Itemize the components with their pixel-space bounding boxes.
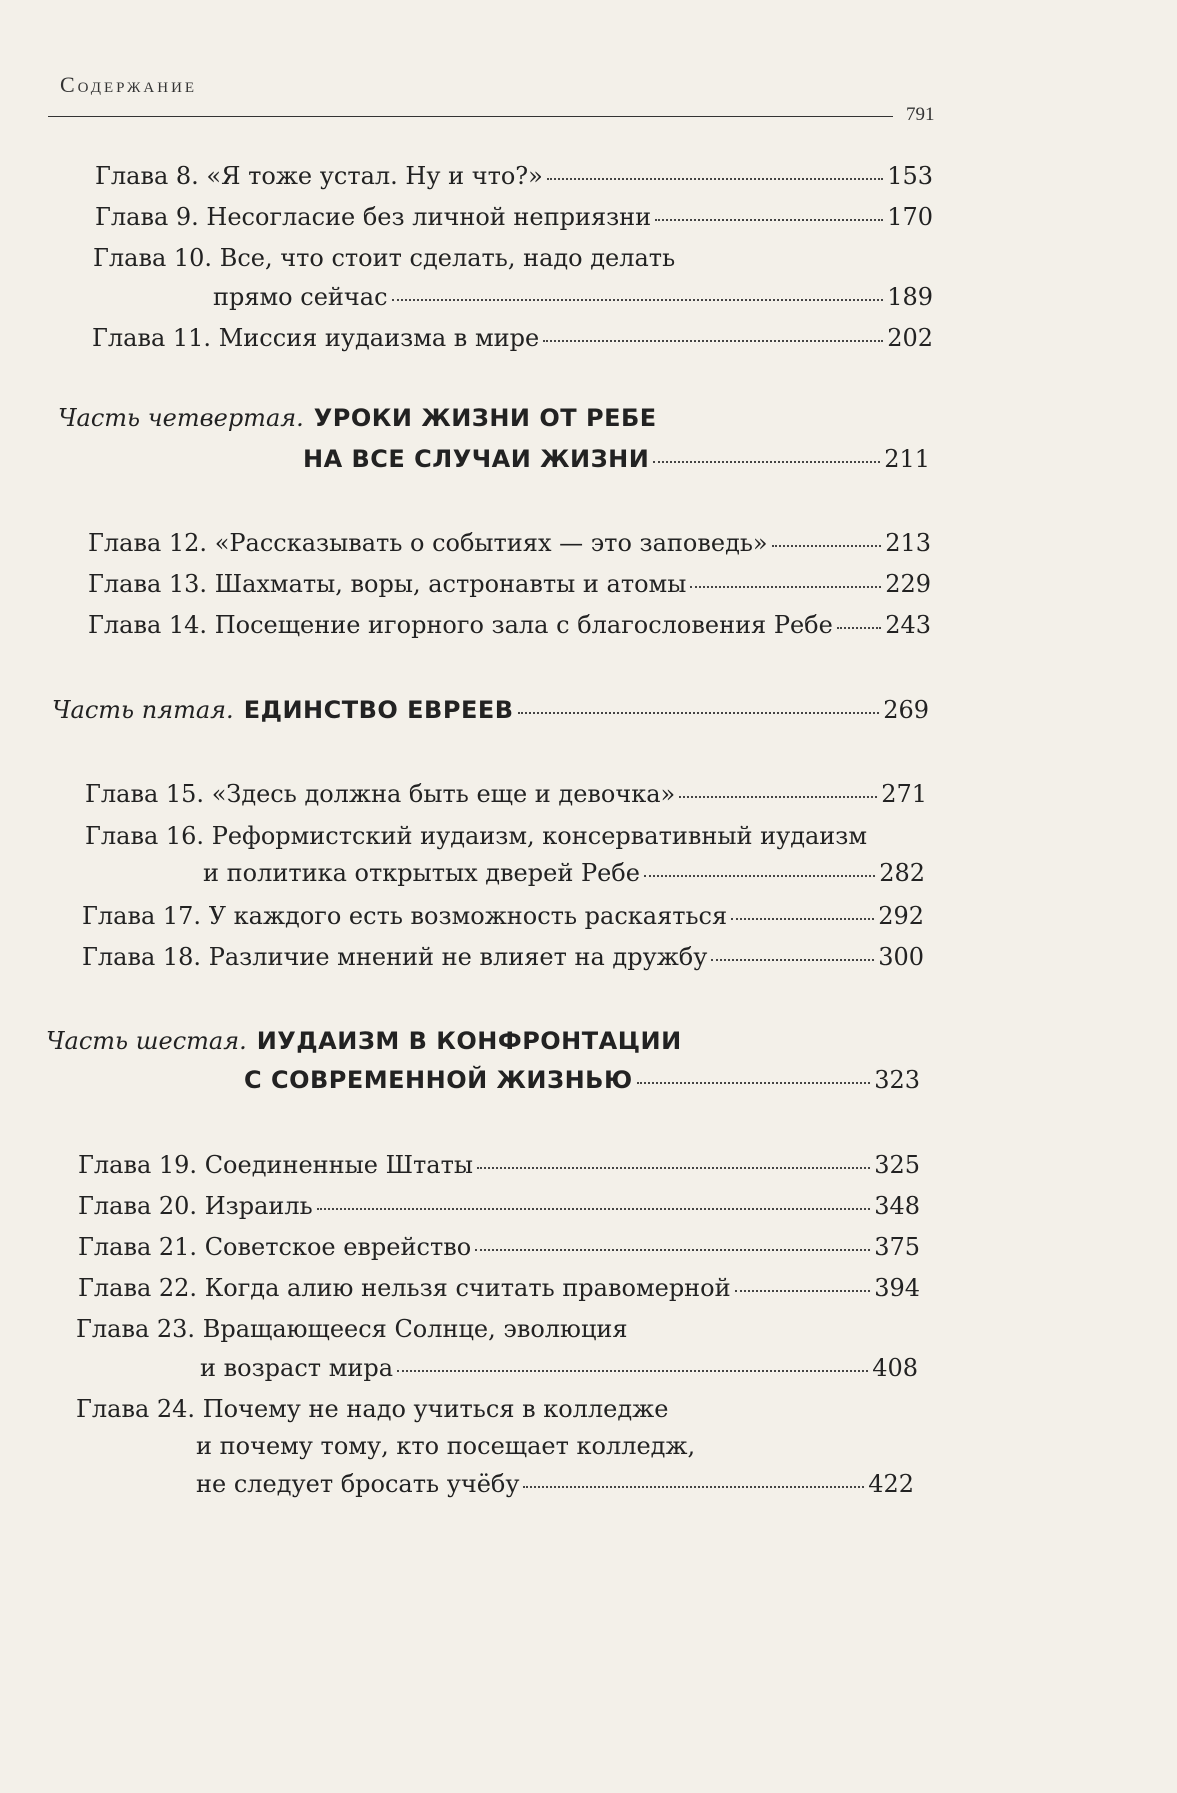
dot-leader [477,1166,870,1169]
chapter-title: Глава 20. Израиль [78,1192,313,1220]
part-page-number: 211 [884,445,930,473]
dot-leader [547,177,883,180]
toc-entry-chapter-11[interactable] [92,322,933,354]
part-page-number: 269 [883,696,929,724]
toc-part-6-line-2[interactable] [244,1064,920,1096]
toc-entry-chapter-20[interactable] [78,1190,920,1222]
chapter-page-number: 422 [868,1470,914,1498]
chapter-page-number: 229 [885,570,931,598]
toc-entry-chapter-13[interactable] [88,568,931,600]
dot-leader [397,1369,868,1372]
toc-entry-chapter-19[interactable] [78,1149,920,1181]
chapter-title: Глава 10. Все, что стоит сделать, надо делать [93,244,676,272]
dot-leader [543,339,883,342]
chapter-page-number: 170 [887,203,933,231]
header-rule [48,116,893,117]
toc-entry-chapter-10-line-2[interactable] [213,281,933,313]
toc-entry-chapter-23-line-2[interactable] [200,1352,918,1384]
chapter-page-number: 348 [874,1192,920,1220]
part-title-continuation: НА ВСЕ СЛУЧАИ ЖИЗНИ [303,445,650,473]
toc-entry-chapter-22[interactable] [78,1272,920,1304]
dot-leader [711,958,874,961]
chapter-page-number: 213 [885,529,931,557]
chapter-title: Глава 13. Шахматы, воры, астронавты и атомы [88,570,687,598]
dot-leader [772,544,882,547]
toc-entry-chapter-17[interactable] [82,900,924,932]
chapter-page-number: 153 [887,162,933,190]
chapter-page-number: 189 [887,283,933,311]
part-label: Часть шестая. [46,1027,247,1055]
chapter-title-continuation: прямо сейчас [213,283,388,311]
page-number: 791 [906,104,935,125]
part-label: Часть пятая. [52,696,234,724]
toc-entry-chapter-8[interactable] [95,160,933,192]
chapter-title-continuation: не следует бросать учёбу [196,1470,520,1498]
toc-entry-chapter-18[interactable] [82,941,924,973]
dot-leader [392,298,884,301]
toc-part-4-line-2[interactable] [303,443,930,475]
part-title: ЕДИНСТВО ЕВРЕЕВ [243,696,514,724]
part-title: УРОКИ ЖИЗНИ ОТ РЕБЕ [313,404,657,432]
toc-entry-chapter-24-line-2[interactable] [196,1430,896,1462]
chapter-page-number: 408 [872,1354,918,1382]
chapter-title: Глава 16. Реформистский иудаизм, консервативный иудаизм [85,822,868,850]
toc-entry-chapter-24-line-1[interactable] [76,1393,876,1425]
chapter-page-number: 394 [874,1274,920,1302]
dot-leader [653,460,880,463]
toc-part-5[interactable] [52,694,929,726]
dot-leader [317,1207,870,1210]
toc-entry-chapter-14[interactable] [88,609,931,641]
dot-leader [637,1081,871,1084]
dot-leader [731,917,874,920]
dot-leader [475,1248,870,1251]
chapter-title: Глава 14. Посещение игорного зала с благословения Ребе [88,611,833,639]
chapter-title: Глава 23. Вращающееся Солнце, эволюция [76,1315,628,1343]
part-label: Часть четвертая. [58,404,304,432]
dot-leader [644,874,875,877]
chapter-page-number: 282 [879,859,925,887]
chapter-title: Глава 9. Несогласие без личной неприязни [95,203,652,231]
chapter-title: Глава 21. Советское еврейство [78,1233,472,1261]
chapter-page-number: 243 [885,611,931,639]
toc-entry-chapter-24-line-3[interactable] [196,1468,914,1500]
chapter-page-number: 375 [874,1233,920,1261]
part-title-continuation: С СОВРЕМЕННОЙ ЖИЗНЬЮ [244,1066,633,1094]
chapter-title: Глава 22. Когда алию нельзя считать правомерной [78,1274,731,1302]
chapter-title: Глава 18. Различие мнений не влияет на дружбу [82,943,708,971]
chapter-title: Глава 19. Соединенные Штаты [78,1151,473,1179]
running-head: Содержание [60,72,198,97]
chapter-title-continuation: и почему тому, кто посещает колледж, [196,1432,696,1460]
toc-part-4-line-1[interactable] [58,402,878,434]
part-page-number: 323 [874,1066,920,1094]
chapter-title: Глава 24. Почему не надо учиться в колледже [76,1395,669,1423]
toc-part-6-line-1[interactable] [46,1025,866,1057]
dot-leader [679,795,877,798]
chapter-page-number: 271 [881,780,927,808]
toc-entry-chapter-16-line-1[interactable] [85,820,915,852]
chapter-page-number: 300 [878,943,924,971]
chapter-page-number: 202 [887,324,933,352]
chapter-title-continuation: и возраст мира [200,1354,394,1382]
dot-leader [735,1289,871,1292]
dot-leader [690,585,881,588]
chapter-page-number: 292 [878,902,924,930]
chapter-title: Глава 15. «Здесь должна быть еще и девочка» [85,780,676,808]
toc-entry-chapter-15[interactable] [85,778,927,810]
toc-entry-chapter-16-line-2[interactable] [203,857,925,889]
dot-leader [655,218,883,221]
toc-entry-chapter-12[interactable] [88,527,931,559]
dot-leader [518,711,880,714]
dot-leader [523,1485,864,1488]
part-title: ИУДАИЗМ В КОНФРОНТАЦИИ [256,1027,682,1055]
chapter-title: Глава 12. «Рассказывать о событиях — это заповедь» [88,529,768,557]
chapter-title: Глава 11. Миссия иудаизма в мире [92,324,540,352]
chapter-title: Глава 17. У каждого есть возможность раскаяться [82,902,728,930]
toc-entry-chapter-23-line-1[interactable] [76,1313,876,1345]
dot-leader [837,626,881,629]
chapter-page-number: 325 [874,1151,920,1179]
toc-entry-chapter-21[interactable] [78,1231,920,1263]
toc-entry-chapter-10-line-1[interactable] [93,242,893,274]
toc-entry-chapter-9[interactable] [95,201,933,233]
chapter-title-continuation: и политика открытых дверей Ребе [203,859,640,887]
chapter-title: Глава 8. «Я тоже устал. Ну и что?» [95,162,543,190]
